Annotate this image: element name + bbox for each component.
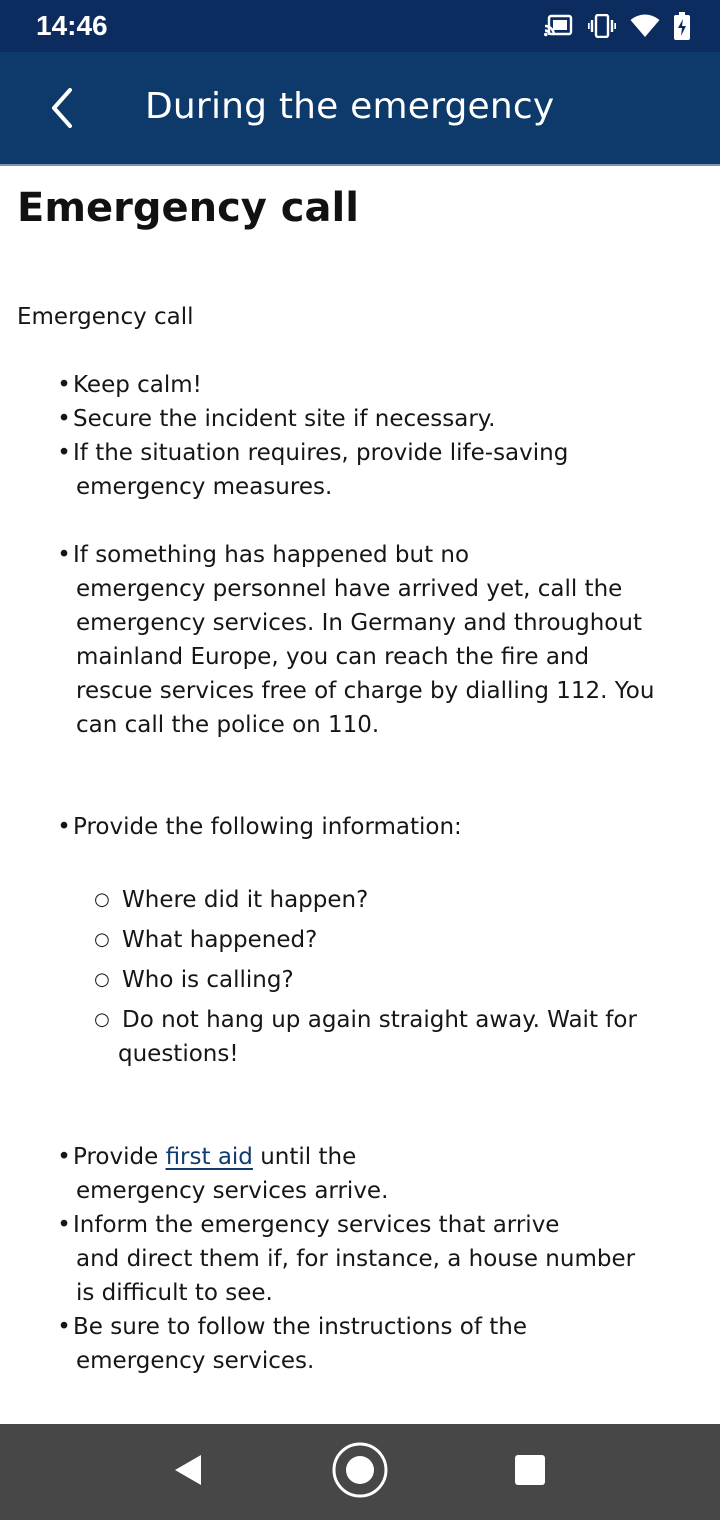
back-arrow-icon (48, 86, 76, 134)
circle-bullet: ○ (94, 1009, 110, 1030)
app-title: During the emergency (145, 86, 555, 127)
nav-back-button[interactable] (158, 1442, 218, 1502)
circle-bullet: ○ (94, 929, 110, 950)
list-item (56, 402, 676, 436)
status-time: 14:46 (36, 10, 108, 41)
sub-list-item (94, 1003, 674, 1071)
status-icons (544, 11, 690, 41)
nav-home-button[interactable] (330, 1442, 390, 1502)
nav-home-icon (331, 1441, 389, 1503)
sub-list-item-text: Who is calling? (122, 967, 294, 993)
list-item (56, 368, 676, 402)
cast-icon (544, 14, 574, 38)
bullet-dot: • (57, 440, 71, 466)
list-item-text: mainland Europe, you can reach the fire and (76, 644, 590, 670)
bullet-dot: • (57, 1144, 71, 1170)
list-item (56, 538, 676, 742)
list-item (56, 1208, 676, 1310)
circle-bullet: ○ (94, 969, 110, 990)
nav-recents-button[interactable] (500, 1442, 560, 1502)
bullet-dot: • (57, 406, 71, 432)
list-item (56, 1310, 676, 1378)
list-item-text: Secure the incident site if necessary. (73, 406, 496, 432)
list-item-text: Provide (73, 1144, 166, 1170)
sub-list-item (94, 923, 674, 957)
sub-list-item-text: Where did it happen? (122, 887, 369, 913)
list-item-text: emergency services arrive. (76, 1178, 389, 1204)
battery-charging-icon (674, 12, 690, 40)
list-item (56, 436, 676, 504)
nav-recents-icon (514, 1454, 546, 1490)
system-nav-bar (0, 1424, 720, 1520)
status-bar (0, 0, 720, 52)
nav-back-icon (172, 1453, 204, 1491)
list-item-text: If the situation requires, provide life-saving (73, 440, 569, 466)
list-item-text: emergency services. In Germany and throughout (76, 610, 642, 636)
bullet-dot: • (57, 542, 71, 568)
list-item-text: until the (252, 1144, 357, 1170)
sub-list-item-text: Do not hang up again straight away. Wait for (122, 1007, 637, 1033)
list-item-text: is difficult to see. (76, 1280, 273, 1306)
wifi-icon (630, 14, 660, 38)
bullet-dot: • (57, 1212, 71, 1238)
list-item (56, 810, 676, 844)
list-item (56, 1140, 676, 1208)
content-area[interactable] (0, 166, 720, 1424)
bullet-dot: • (57, 372, 71, 398)
sub-list-item (94, 883, 674, 917)
list-item-text: Keep calm! (73, 372, 202, 398)
list-item-text: can call the police on 110. (76, 712, 380, 738)
bullet-dot: • (57, 1314, 71, 1340)
list-item-text: Be sure to follow the instructions of the (73, 1314, 528, 1340)
circle-bullet: ○ (94, 889, 110, 910)
sub-list-item-text: questions! (118, 1041, 239, 1067)
list-item-text: If something has happened but no (73, 542, 470, 568)
list-item-text: and direct them if, for instance, a house number (76, 1246, 636, 1272)
list-item-text: rescue services free of charge by dialling 112. You (76, 678, 655, 704)
page-title: Emergency call (17, 185, 359, 231)
vibrate-icon (588, 14, 616, 38)
first-aid-link[interactable]: first aid (165, 1144, 253, 1170)
back-button[interactable] (30, 78, 94, 142)
sub-list-item-text: What happened? (122, 927, 318, 953)
intro-text: Emergency call (17, 304, 194, 330)
list-item-text: emergency services. (76, 1348, 315, 1374)
list-item-text: Inform the emergency services that arrive (73, 1212, 560, 1238)
list-item-text: emergency personnel have arrived yet, call the (76, 576, 623, 602)
list-item-text: Provide the following information: (73, 814, 462, 840)
app-bar (0, 52, 720, 166)
bullet-dot: • (57, 814, 71, 840)
list-item-text: emergency measures. (76, 474, 333, 500)
sub-list-item (94, 963, 674, 997)
